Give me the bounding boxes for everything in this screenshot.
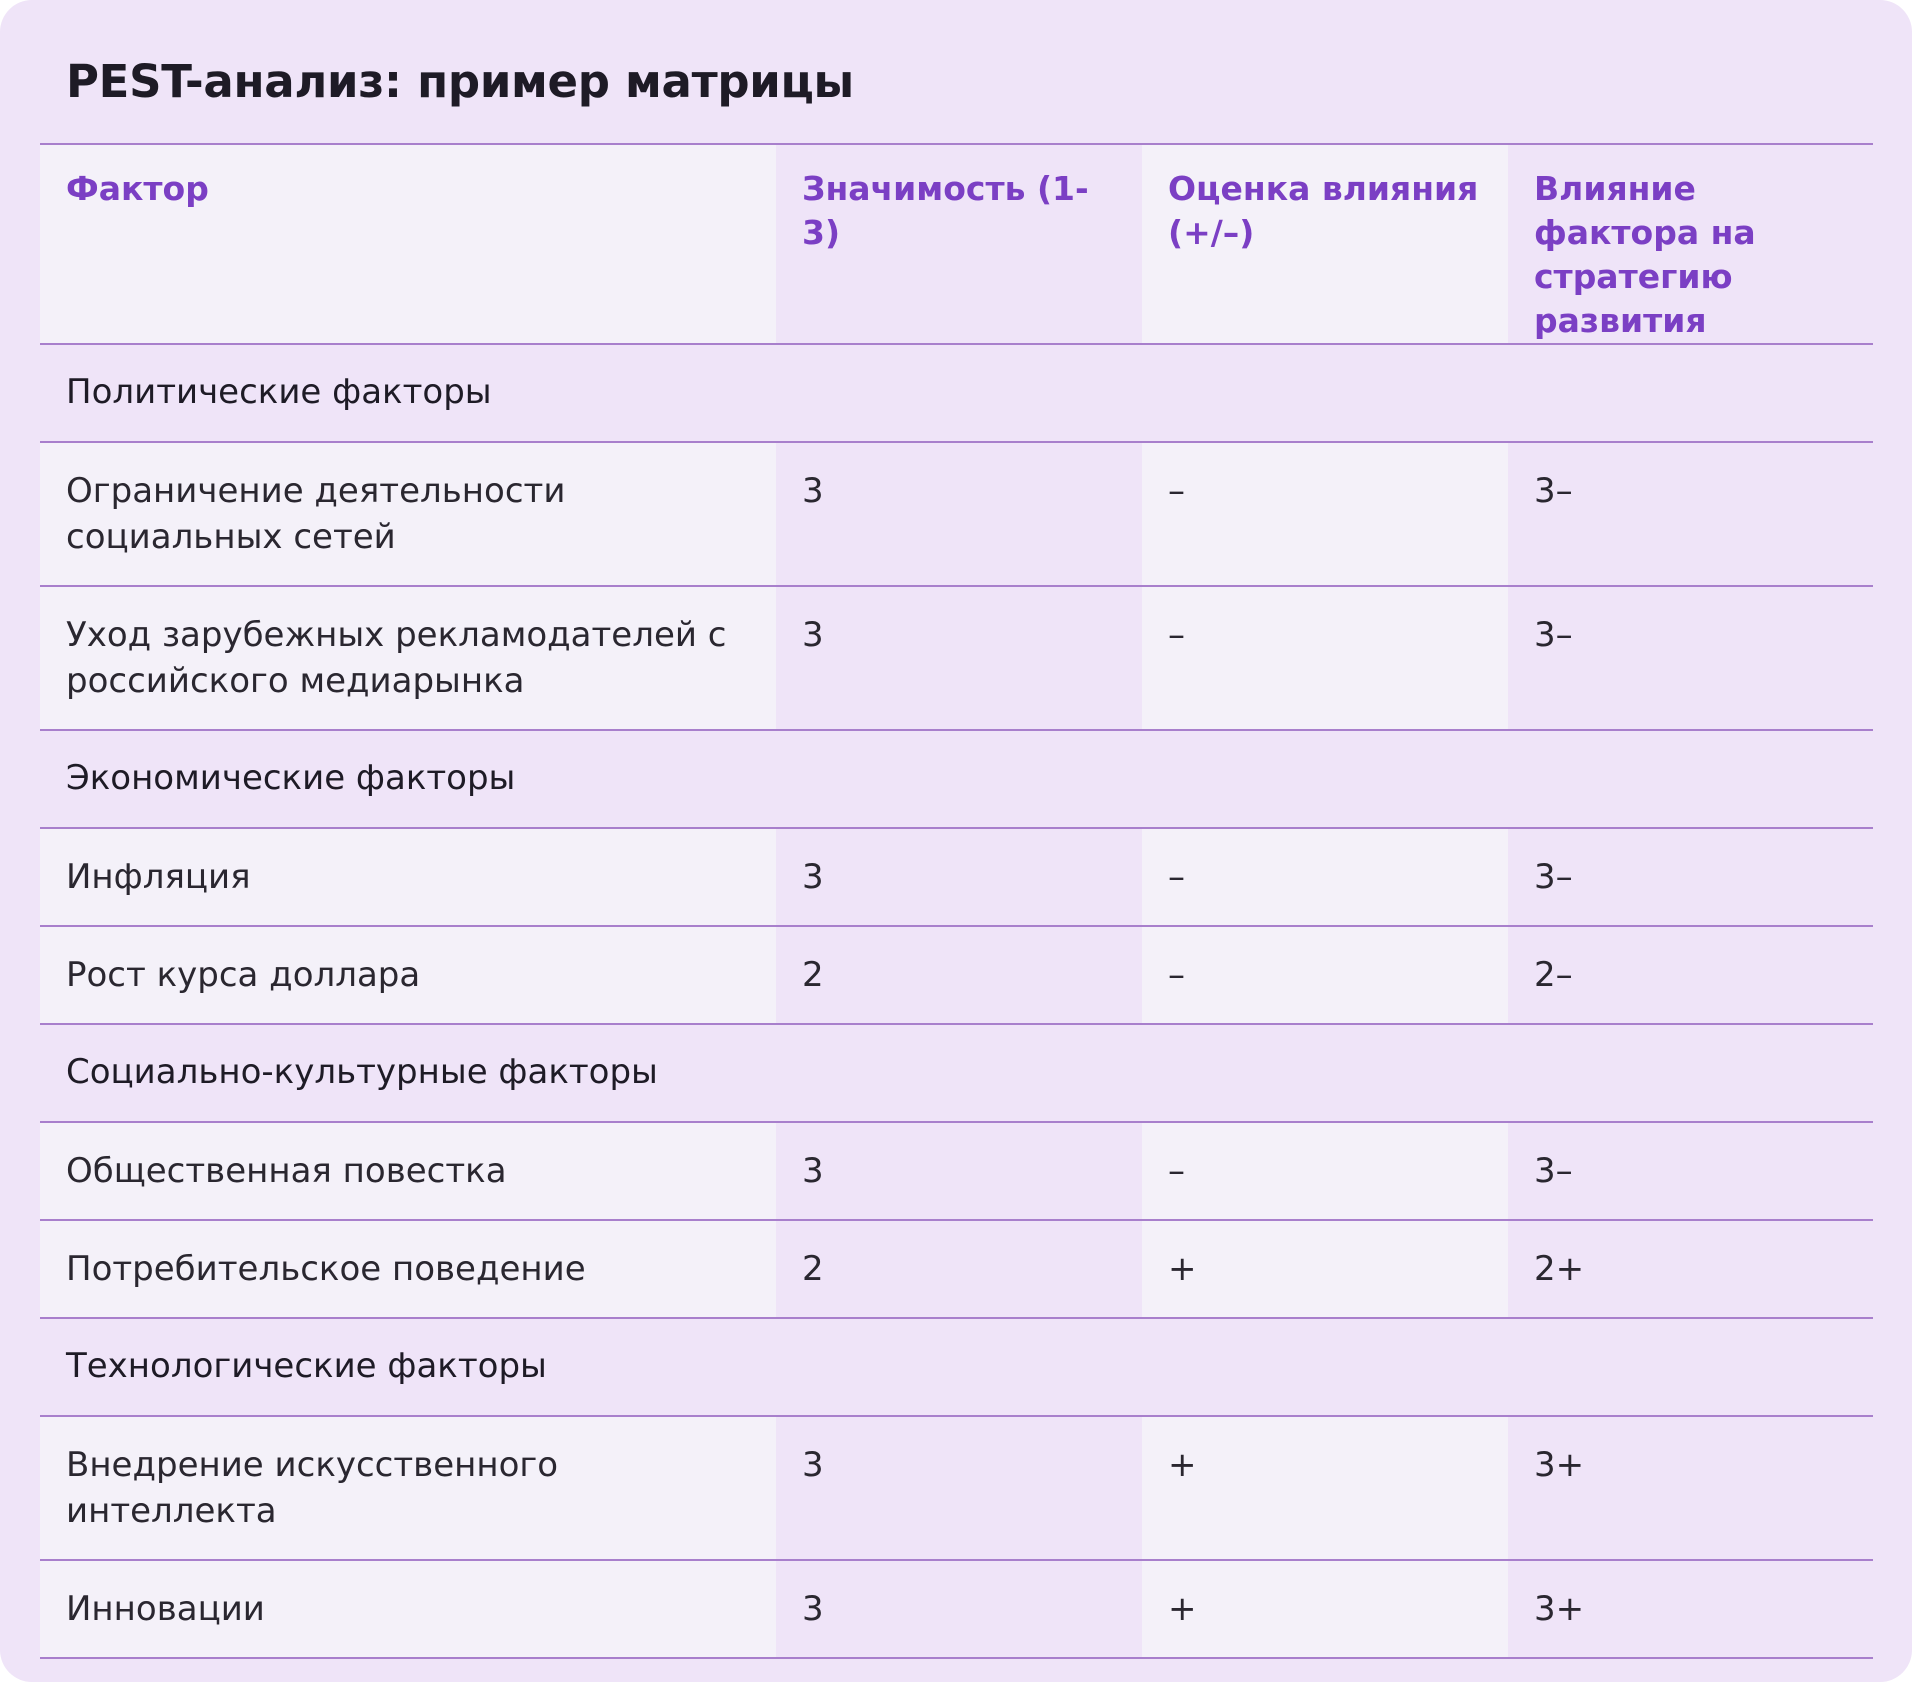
table-header-row xyxy=(40,144,1873,344)
cell-factor: Рост курса доллара xyxy=(40,926,776,1024)
section-title: Технологические факторы xyxy=(40,1318,1873,1416)
section-row-economic xyxy=(40,730,1873,828)
cell-impact: 3+ xyxy=(1508,1416,1873,1560)
pest-matrix-table xyxy=(40,143,1873,1659)
cell-sign: – xyxy=(1142,442,1508,586)
table-row xyxy=(40,1416,1873,1560)
table-row xyxy=(40,1560,1873,1658)
cell-weight: 3 xyxy=(776,828,1142,926)
cell-sign: + xyxy=(1142,1416,1508,1560)
table-row xyxy=(40,828,1873,926)
cell-impact: 3– xyxy=(1508,442,1873,586)
cell-weight: 3 xyxy=(776,1416,1142,1560)
table-row xyxy=(40,1122,1873,1220)
section-row-social xyxy=(40,1024,1873,1122)
cell-impact: 3– xyxy=(1508,1122,1873,1220)
column-header-sign: Оценка влияния (+/–) xyxy=(1142,144,1508,344)
table-row xyxy=(40,442,1873,586)
section-title: Политические факторы xyxy=(40,344,1873,442)
cell-weight: 2 xyxy=(776,926,1142,1024)
section-title: Экономические факторы xyxy=(40,730,1873,828)
table-row xyxy=(40,926,1873,1024)
cell-sign: + xyxy=(1142,1560,1508,1658)
section-row-technological xyxy=(40,1318,1873,1416)
cell-impact: 2+ xyxy=(1508,1220,1873,1318)
cell-factor: Ограничение деятельности социальных сетей xyxy=(40,442,776,586)
cell-weight: 3 xyxy=(776,442,1142,586)
cell-sign: – xyxy=(1142,828,1508,926)
cell-sign: – xyxy=(1142,586,1508,730)
table-row xyxy=(40,1220,1873,1318)
cell-factor: Общественная повестка xyxy=(40,1122,776,1220)
cell-impact: 3+ xyxy=(1508,1560,1873,1658)
cell-factor: Инновации xyxy=(40,1560,776,1658)
cell-impact: 2– xyxy=(1508,926,1873,1024)
cell-impact: 3– xyxy=(1508,586,1873,730)
column-header-factor: Фактор xyxy=(40,144,776,344)
cell-weight: 3 xyxy=(776,1560,1142,1658)
table-row xyxy=(40,586,1873,730)
cell-factor: Внедрение искусственного интеллекта xyxy=(40,1416,776,1560)
cell-sign: – xyxy=(1142,926,1508,1024)
cell-weight: 2 xyxy=(776,1220,1142,1318)
section-title: Социально-культурные факторы xyxy=(40,1024,1873,1122)
cell-factor: Потребительское поведение xyxy=(40,1220,776,1318)
cell-factor: Уход зарубежных рекламодателей с российского медиарынка xyxy=(40,586,776,730)
cell-weight: 3 xyxy=(776,586,1142,730)
cell-weight: 3 xyxy=(776,1122,1142,1220)
section-row-political xyxy=(40,344,1873,442)
cell-sign: + xyxy=(1142,1220,1508,1318)
cell-sign: – xyxy=(1142,1122,1508,1220)
cell-factor: Инфляция xyxy=(40,828,776,926)
column-header-impact: Влияние фактора на стратегию развития xyxy=(1508,144,1873,344)
column-header-weight: Значимость (1-3) xyxy=(776,144,1142,344)
page-title: PEST-анализ: пример матрицы xyxy=(66,55,854,108)
cell-impact: 3– xyxy=(1508,828,1873,926)
